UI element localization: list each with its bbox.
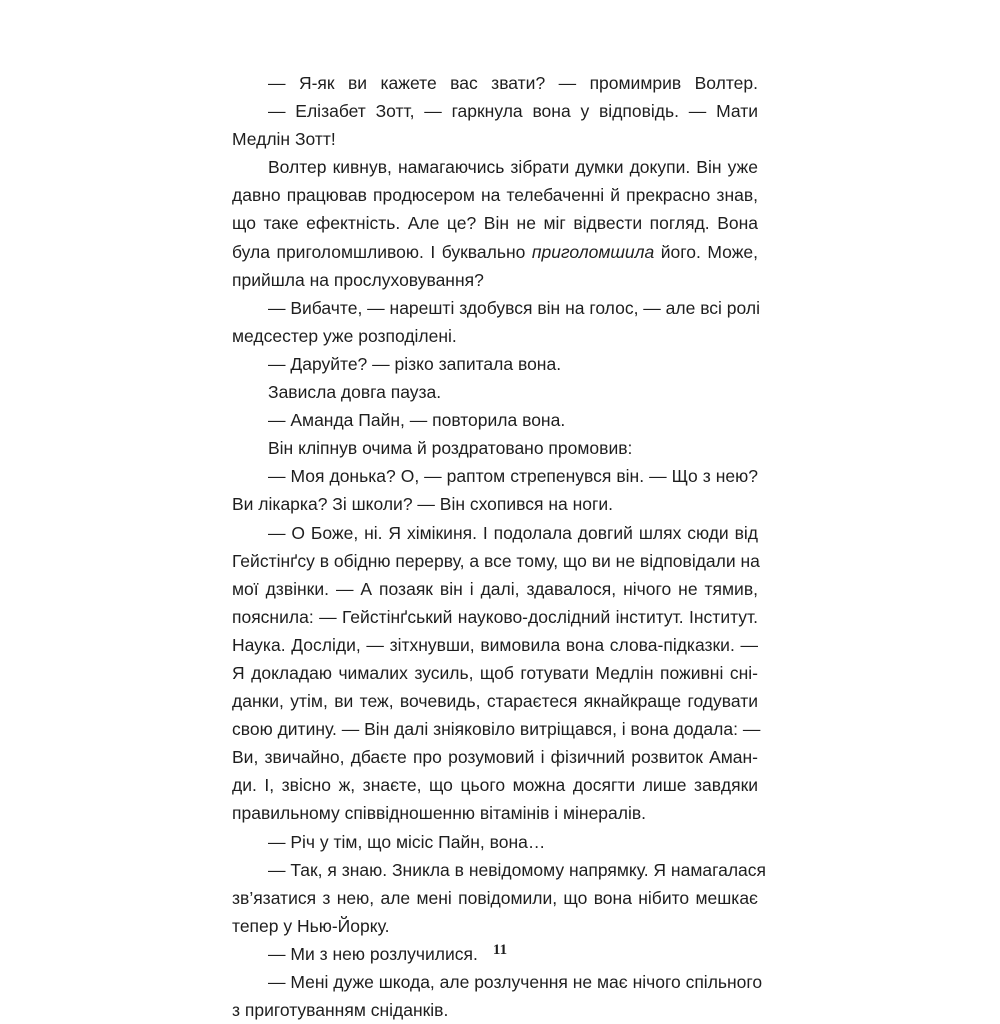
- text-line: — Ми з нею розлучилися.: [268, 943, 478, 964]
- text-line: Медлін Зотт!: [232, 129, 336, 150]
- text-line: — О Боже, ні. Я хімікиня. І подолала довгий шлях сюди від: [268, 522, 758, 543]
- text-line: Зависла довга пауза.: [268, 382, 442, 403]
- text-line: Я докладаю чималих зусиль, щоб готувати Медлін поживні сні-: [232, 662, 758, 683]
- text-line: ди. І, звісно ж, знаєте, що цього можна досягти лише завдяки: [232, 775, 758, 796]
- text-line: — Даруйте? — різко запитала вона.: [268, 353, 562, 374]
- text-line: зв’язатися з нею, але мені повідомили, що вона нібито мешкає: [232, 887, 758, 908]
- text-line: — Мені дуже шкода, але розлучення не має нічого спільного: [268, 972, 763, 992]
- text-line: пояснила: — Гейстінґський науково-дослідний інститут. Інститут.: [232, 606, 758, 627]
- text-line: — Аманда Пайн, — повторила вона.: [268, 410, 566, 431]
- text-line: правильному співвідношенню вітамінів і мінералів.: [232, 803, 647, 824]
- text-line: Ви, звичайно, дбаєте про розумовий і фізичний розвиток Аман-: [232, 747, 758, 768]
- emphasized-word: приголомшила: [531, 241, 655, 262]
- text-line-with-emphasis: [232, 238, 758, 266]
- text-line: — Моя донька? О, — раптом стрепенувся він. — Що з нею?: [268, 466, 758, 487]
- body-text: [232, 69, 766, 1024]
- text-line: свою дитину. — Він далі зніяковіло витріщався, і вона додала: —: [232, 719, 761, 740]
- text-line: данки, утім, ви теж, вочевидь, стараєтеся якнайкраще годувати: [232, 691, 758, 712]
- text-line: Волтер кивнув, намагаючись зібрати думки докупи. Він уже: [268, 157, 758, 178]
- text-line: Ви лікарка? Зі школи? — Він схопився на ноги.: [232, 494, 614, 515]
- text-line: що таке ефектність. Але це? Він не міг відвести погляд. Вона: [232, 213, 758, 234]
- page-number: 11: [492, 942, 508, 958]
- text-line: з приготуванням сніданків.: [232, 1000, 449, 1021]
- text-line: давно працював продюсером на телебаченні й прекрасно знав,: [232, 185, 758, 206]
- text-fragment: була приголомшливою. І буквально: [232, 241, 532, 262]
- text-line: — Вибачте, — нарешті здобувся він на голос, — але всі ролі: [268, 297, 760, 318]
- text-line: Наука. Досліди, — зітхнувши, вимовила вона слова-підказки. —: [232, 634, 758, 655]
- text-line: — Елізабет Зотт, — гаркнула вона у відповідь. — Мати: [268, 101, 758, 122]
- text-line: — Так, я знаю. Зникла в невідомому напрямку. Я намагалася: [268, 859, 766, 880]
- text-line: — Річ у тім, що місіс Пайн, вона…: [268, 831, 546, 852]
- text-line: Гейстінґсу в обідню перерву, а все тому, що ви не відповідали на: [232, 550, 760, 571]
- text-line: Він кліпнув очима й роздратовано промовив:: [268, 438, 633, 459]
- text-line: мої дзвінки. — А позаяк він і далі, здавалося, нічого не тямив,: [232, 578, 758, 599]
- text-fragment: його. Може,: [654, 241, 759, 262]
- text-line: медсестер уже розподілені.: [232, 325, 457, 346]
- text-line: — Я-як ви кажете вас звати? — промимрив Волтер.: [268, 73, 758, 93]
- text-line: прийшла на прослуховування?: [232, 269, 484, 290]
- text-line: тепер у Нью-Йорку.: [232, 915, 390, 936]
